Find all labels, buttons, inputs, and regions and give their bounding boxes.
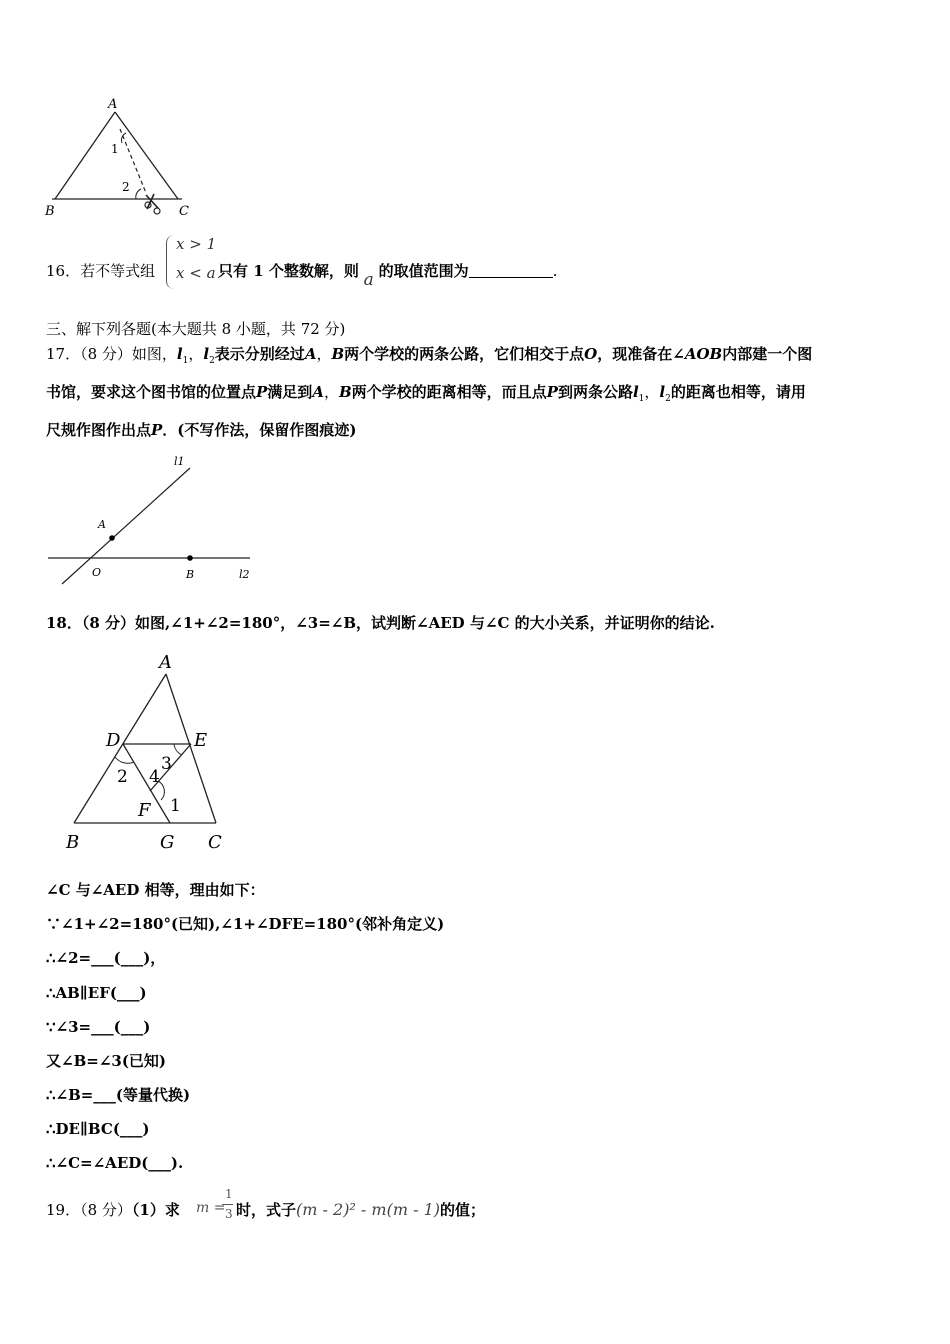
label-A: A — [98, 518, 106, 531]
q17-B: B — [331, 345, 345, 363]
label-O: O — [92, 566, 102, 579]
label-l2: l2 — [239, 568, 250, 581]
line-l1 — [62, 468, 190, 584]
q19-part1: （1）求 — [131, 1201, 180, 1219]
label-angle-4: 4 — [149, 767, 160, 787]
q17-text: 两个学校的距离相等，而且点 — [351, 383, 547, 401]
q16-number: 16．若不等式组 — [46, 262, 156, 280]
system-brace — [166, 235, 175, 289]
proof-line-9: ∴∠C=∠AED(___). — [46, 1154, 184, 1172]
label-A: A — [159, 652, 172, 673]
label-angle-1: 1 — [111, 142, 119, 156]
label-angle-3: 3 — [161, 754, 172, 774]
q17-O: O — [584, 345, 598, 363]
q18-text: 18．（8 分）如图,∠1+∠2=180°，∠3=∠B，试判断∠AED 与∠C 的大小关系，并证明你的结论. — [46, 614, 715, 632]
q17-line-3 — [46, 420, 357, 440]
q17-sub2: 2 — [209, 356, 215, 366]
q17-l2: l — [659, 383, 666, 401]
q17-sub2: 2 — [665, 394, 671, 404]
q19-expression: (m - 2)² - m(m - 1) — [296, 1200, 441, 1219]
q19-number: 19．（8 分） — [46, 1201, 132, 1219]
q17-l2: l — [203, 345, 210, 363]
q17-text: 书馆，要求这个图书馆的位置点 — [46, 383, 257, 401]
section-3-heading: 三、解下列各题(本大题共 8 小题，共 72 分) — [46, 320, 346, 338]
scissors-icon — [145, 194, 160, 214]
label-angle-2: 2 — [122, 180, 130, 194]
q17-text: 表示分别经过 — [214, 345, 305, 363]
label-angle-1: 1 — [170, 796, 181, 816]
label-G: G — [160, 832, 175, 853]
q16-var: a — [363, 270, 374, 290]
q17-l1: l — [632, 383, 639, 401]
q17-text: 尺规作图作出点 — [46, 421, 152, 439]
q17-line-2 — [46, 382, 806, 409]
triangle-figure — [40, 95, 200, 225]
geometry-figure — [60, 648, 240, 858]
q19-m: m = — [196, 1200, 226, 1216]
q17-P: P — [151, 421, 163, 439]
q17-AOB: AOB — [684, 345, 723, 363]
proof-line-5: ∵∠3=___(___) — [46, 1018, 151, 1036]
q16-rest — [218, 261, 558, 290]
q17-text: 内部建一个图 — [722, 345, 813, 363]
proof-line-3: ∴∠2=___(___)， — [46, 949, 166, 967]
label-a: A — [108, 97, 118, 112]
fraction-bar — [222, 1204, 233, 1205]
label-E: E — [194, 730, 208, 751]
q17-A: A — [312, 383, 324, 401]
q16-end: . — [552, 262, 558, 280]
proof-line-6: 又∠B=∠3(已知) — [46, 1052, 167, 1070]
question-19 — [46, 1200, 180, 1220]
proof-line-2: ∵∠1+∠2=180°(已知),∠1+∠DFE=180°(邻补角定义) — [46, 915, 445, 933]
q17-text: ，现准备在∠ — [597, 345, 685, 363]
roads-figure — [40, 448, 260, 588]
q17-sub1: 1 — [182, 356, 189, 366]
q17-line-1 — [46, 344, 812, 371]
q17-P: P — [256, 383, 268, 401]
proof-line-4: ∴AB∥EF(___) — [46, 984, 147, 1002]
point-a — [109, 535, 115, 541]
point-b — [187, 555, 193, 561]
system-line-2: x < a — [176, 264, 216, 282]
q17-P: P — [546, 383, 558, 401]
q17-text: 到两条公路 — [557, 383, 633, 401]
angle-3-arc — [174, 744, 182, 755]
label-B: B — [66, 832, 80, 853]
angle-2-arc — [136, 189, 141, 199]
q17-l1: l — [176, 345, 183, 363]
label-F: F — [138, 800, 151, 821]
q17-text: 的距离也相等，请用 — [670, 383, 806, 401]
q17-sub1: 1 — [638, 394, 645, 404]
q19-numerator: 1 — [225, 1187, 233, 1201]
side-ab — [55, 112, 115, 199]
system-line-1: x > 1 — [176, 235, 217, 253]
label-C: C — [208, 832, 222, 853]
label-D: D — [106, 730, 121, 751]
question-16 — [46, 261, 155, 281]
q19-part3: 的值； — [440, 1201, 486, 1219]
q16-tail: 的取值范围为 — [378, 262, 469, 280]
q17-text: 满足到 — [267, 383, 313, 401]
question-18 — [46, 613, 715, 633]
q17-text: 17．（8 分）如图， — [46, 345, 177, 363]
q16-answer-blank[interactable] — [469, 263, 553, 278]
q17-sep: ， — [644, 383, 660, 401]
q19-rest — [236, 1200, 485, 1220]
q19-part2: 时，式子 — [236, 1201, 297, 1219]
label-l1: l1 — [174, 455, 185, 468]
q17-comma: ， — [316, 345, 332, 363]
q16-mid: 只有 1 个整数解，则 — [218, 262, 359, 280]
label-b: B — [45, 204, 55, 219]
proof-line-7: ∴∠B=___(等量代换) — [46, 1086, 191, 1104]
label-angle-2: 2 — [117, 767, 128, 787]
q17-sep: ， — [188, 345, 204, 363]
label-c: C — [179, 204, 189, 219]
proof-line-1: ∠C 与∠AED 相等，理由如下： — [46, 881, 265, 899]
q17-comma: ， — [323, 383, 339, 401]
q17-B: B — [338, 383, 352, 401]
proof-line-8: ∴DE∥BC(___) — [46, 1120, 150, 1138]
q19-denominator: 3 — [225, 1207, 233, 1221]
q17-text: 两个学校的两条公路，它们相交于点 — [344, 345, 585, 363]
q17-text: ．(不写作法，保留作图痕迹) — [162, 421, 357, 439]
q17-A: A — [304, 345, 317, 363]
label-B: B — [186, 568, 195, 581]
